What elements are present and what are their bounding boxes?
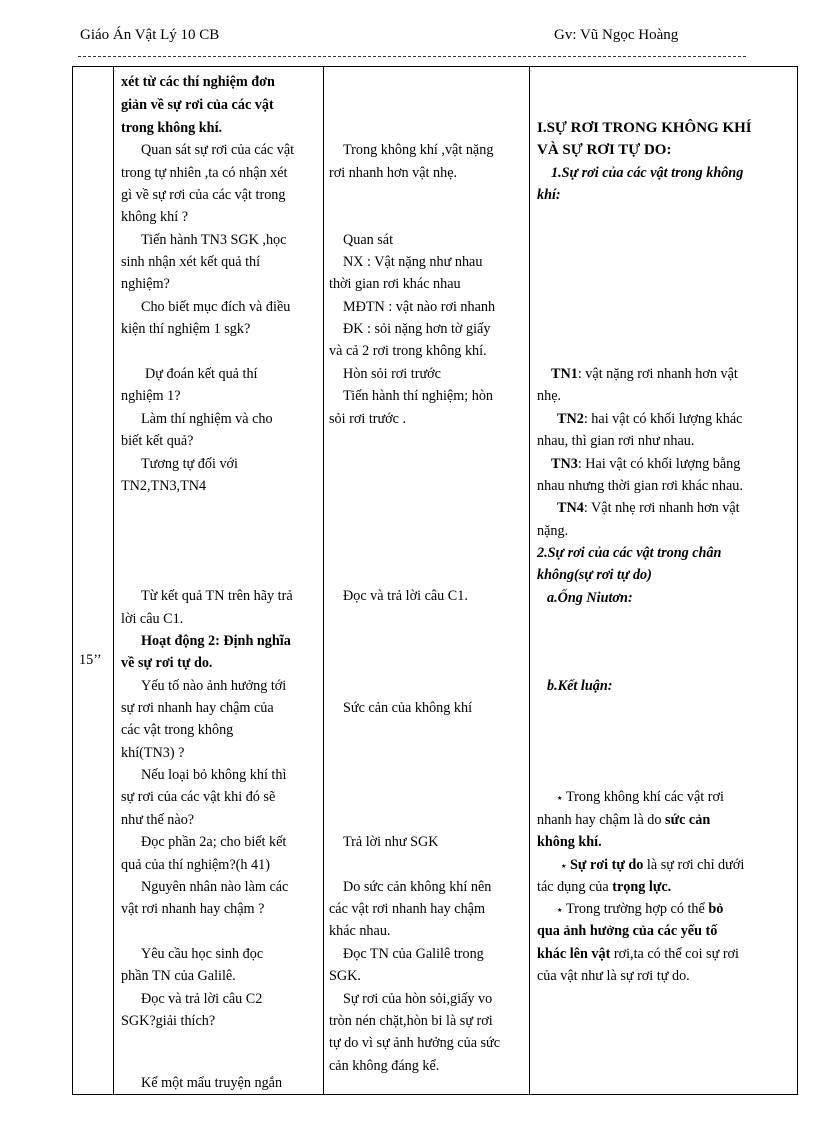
activity-heading: về sự rơi tự do. (121, 655, 213, 671)
header-title: Giáo Án Vật Lý 10 CB (80, 27, 220, 43)
student-line: MĐTN : vật nào rơi nhanh (343, 299, 496, 315)
teacher-line: gì về sự rơi của các vật trong (121, 187, 286, 203)
teacher-line: Yếu tố nào ảnh hưởng tới (141, 678, 287, 694)
teacher-line: sinh nhận xét kết quả thí (121, 254, 261, 270)
student-line: Sự rơi của hòn sỏi,giấy vo (343, 991, 493, 1007)
teacher-line: biết kết quả? (121, 433, 194, 449)
teacher-line: Nguyên nhân nào làm các (141, 879, 289, 895)
teacher-line: khí(TN3) ? (121, 745, 185, 761)
header-teacher: Gv: Vũ Ngọc Hoàng (554, 27, 679, 43)
column-divider (113, 67, 114, 1094)
teacher-line: nghiệm? (121, 276, 170, 292)
teacher-line: SGK?giải thích? (121, 1013, 216, 1029)
teacher-line: sự rơi nhanh hay chậm của (121, 700, 274, 716)
student-line: NX : Vật nặng như nhau (343, 254, 483, 270)
teacher-line: trong tự nhiên ,ta có nhận xét (121, 165, 288, 181)
teacher-line: Yêu cầu học sinh đọc (141, 946, 264, 962)
experiment-label: TN4 (557, 500, 584, 516)
experiment-label: TN3 (551, 456, 578, 472)
bullet-icon: ٭ (561, 861, 567, 872)
teacher-line: sự rơi của các vật khi đó sẽ (121, 789, 276, 805)
student-line: Trong không khí ,vật nặng (343, 142, 494, 158)
experiment-label: TN2 (557, 411, 584, 427)
bullet-icon: ٭ (557, 905, 563, 916)
conclusion-line: ٭ Trong trường hợp có thể bỏ (557, 901, 724, 917)
section-heading: VÀ SỰ RƠI TỰ DO: (537, 142, 672, 158)
experiment-line: nhẹ. (537, 388, 562, 404)
teacher-line: Tiến hành TN3 SGK ,học (141, 232, 287, 248)
experiment-line: nhau nhưng thời gian rơi khác nhau. (537, 478, 743, 494)
experiment-line: nặng. (537, 523, 569, 539)
experiment-line: TN2: hai vật có khối lượng khác (557, 411, 743, 427)
student-line: ĐK : sỏi nặng hơn tờ giấy (343, 321, 491, 337)
page-header (80, 27, 746, 49)
time-value: 15’’ (79, 652, 102, 668)
student-line: thời gian rơi khác nhau (329, 276, 461, 292)
student-line: Sức cản của không khí (343, 700, 473, 716)
student-line: các vật rơi nhanh hay chậm (329, 901, 486, 917)
teacher-line: nghiệm 1? (121, 388, 181, 404)
student-line: Hòn sỏi rơi trước (343, 366, 441, 382)
teacher-line: Làm thí nghiệm và cho (141, 411, 273, 427)
teacher-line: lời câu C1. (121, 611, 184, 627)
student-line: Đọc TN của Galilê trong (343, 946, 484, 962)
student-line: sỏi rơi trước . (329, 411, 407, 427)
student-line: và cả 2 rơi trong không khí. (329, 343, 487, 359)
student-line: cản không đáng kể. (329, 1058, 440, 1074)
experiment-label: TN1 (551, 366, 578, 382)
student-line: Quan sát (343, 232, 394, 248)
subsection-heading: khí: (537, 187, 561, 203)
teacher-line: Từ kết quả TN trên hãy trả (141, 588, 293, 604)
teacher-line: Kể một mẩu truyện ngắn (141, 1075, 283, 1091)
teacher-line: Nếu loại bỏ không khí thì (141, 767, 287, 783)
experiment-line: nhau, thì gian rơi như nhau. (537, 433, 695, 449)
student-line: tự do vì sự ảnh hưởng của sức (329, 1035, 501, 1051)
conclusion-line: tác dụng của trọng lực. (537, 879, 672, 895)
experiment-line: TN1: vật nặng rơi nhanh hơn vật (551, 366, 738, 382)
column-divider (529, 67, 530, 1094)
conclusion-line: ٭ Trong không khí các vật rơi (557, 789, 724, 805)
teacher-line: Quan sát sự rơi của các vật (141, 142, 295, 158)
lesson-table (72, 66, 798, 1095)
teacher-line: giản về sự rơi của các vật (121, 97, 274, 113)
teacher-line: Dự đoán kết quả thí (145, 366, 258, 382)
student-line: Đọc và trả lời câu C1. (343, 588, 468, 604)
subsection-heading: 1.Sự rơi của các vật trong không (551, 165, 744, 181)
subsection-heading: 2.Sự rơi của các vật trong chân (537, 545, 722, 561)
conclusion-line: của vật như là sự rơi tự do. (537, 968, 690, 984)
student-line: rơi nhanh hơn vật nhẹ. (329, 165, 458, 181)
teacher-line: phần TN của Galilê. (121, 968, 236, 984)
teacher-line: quả của thí nghiệm?(h 41) (121, 857, 270, 873)
teacher-line: không khí ? (121, 209, 188, 225)
student-line: Trả lời như SGK (343, 834, 439, 850)
bullet-icon: ٭ (557, 793, 563, 804)
student-line: SGK. (329, 968, 361, 984)
subsection-heading: b.Kết luận: (547, 678, 613, 694)
subsection-heading: a.Ống Niutơn: (547, 590, 633, 606)
student-line: Do sức cản không khí nên (343, 879, 492, 895)
activity-heading: Hoạt động 2: Định nghĩa (141, 633, 291, 649)
teacher-line: Tương tự đối với (141, 456, 238, 472)
conclusion-line: khác lên vật rơi,ta có thể coi sự rơi (537, 946, 739, 962)
conclusion-line: không khí. (537, 834, 602, 850)
teacher-line: TN2,TN3,TN4 (121, 478, 207, 494)
student-line: khác nhau. (329, 923, 391, 939)
section-heading: I.SỰ RƠI TRONG KHÔNG KHÍ (537, 120, 752, 136)
teacher-line: như thế nào? (121, 812, 195, 828)
experiment-line: TN3: Hai vật có khối lượng bằng (551, 456, 741, 472)
experiment-line: TN4: Vật nhẹ rơi nhanh hơn vật (557, 500, 740, 516)
conclusion-line: ٭ Sự rơi tự do là sự rơi chỉ dưới (561, 857, 745, 873)
conclusion-line: nhanh hay chậm là do sức cản (537, 812, 711, 828)
teacher-line: các vật trong không (121, 722, 234, 738)
teacher-line: xét từ các thí nghiệm đơn (121, 74, 275, 90)
teacher-line: Cho biết mục đích và điều (141, 299, 291, 315)
student-line: Tiến hành thí nghiệm; hòn (343, 388, 494, 404)
column-divider (323, 67, 324, 1094)
teacher-line: Đọc phần 2a; cho biết kết (141, 834, 287, 850)
teacher-line: trong không khí. (121, 120, 223, 136)
subsection-heading: không(sự rơi tự do) (537, 567, 652, 583)
header-divider (78, 56, 746, 57)
student-line: tròn nén chặt,hòn bi là sự rơi (329, 1013, 493, 1029)
teacher-line: Đọc và trả lời câu C2 (141, 991, 263, 1007)
teacher-line: kiện thí nghiệm 1 sgk? (121, 321, 251, 337)
conclusion-line: qua ảnh hưởng của các yếu tố (537, 923, 718, 939)
teacher-line: vật rơi nhanh hay chậm ? (121, 901, 265, 917)
